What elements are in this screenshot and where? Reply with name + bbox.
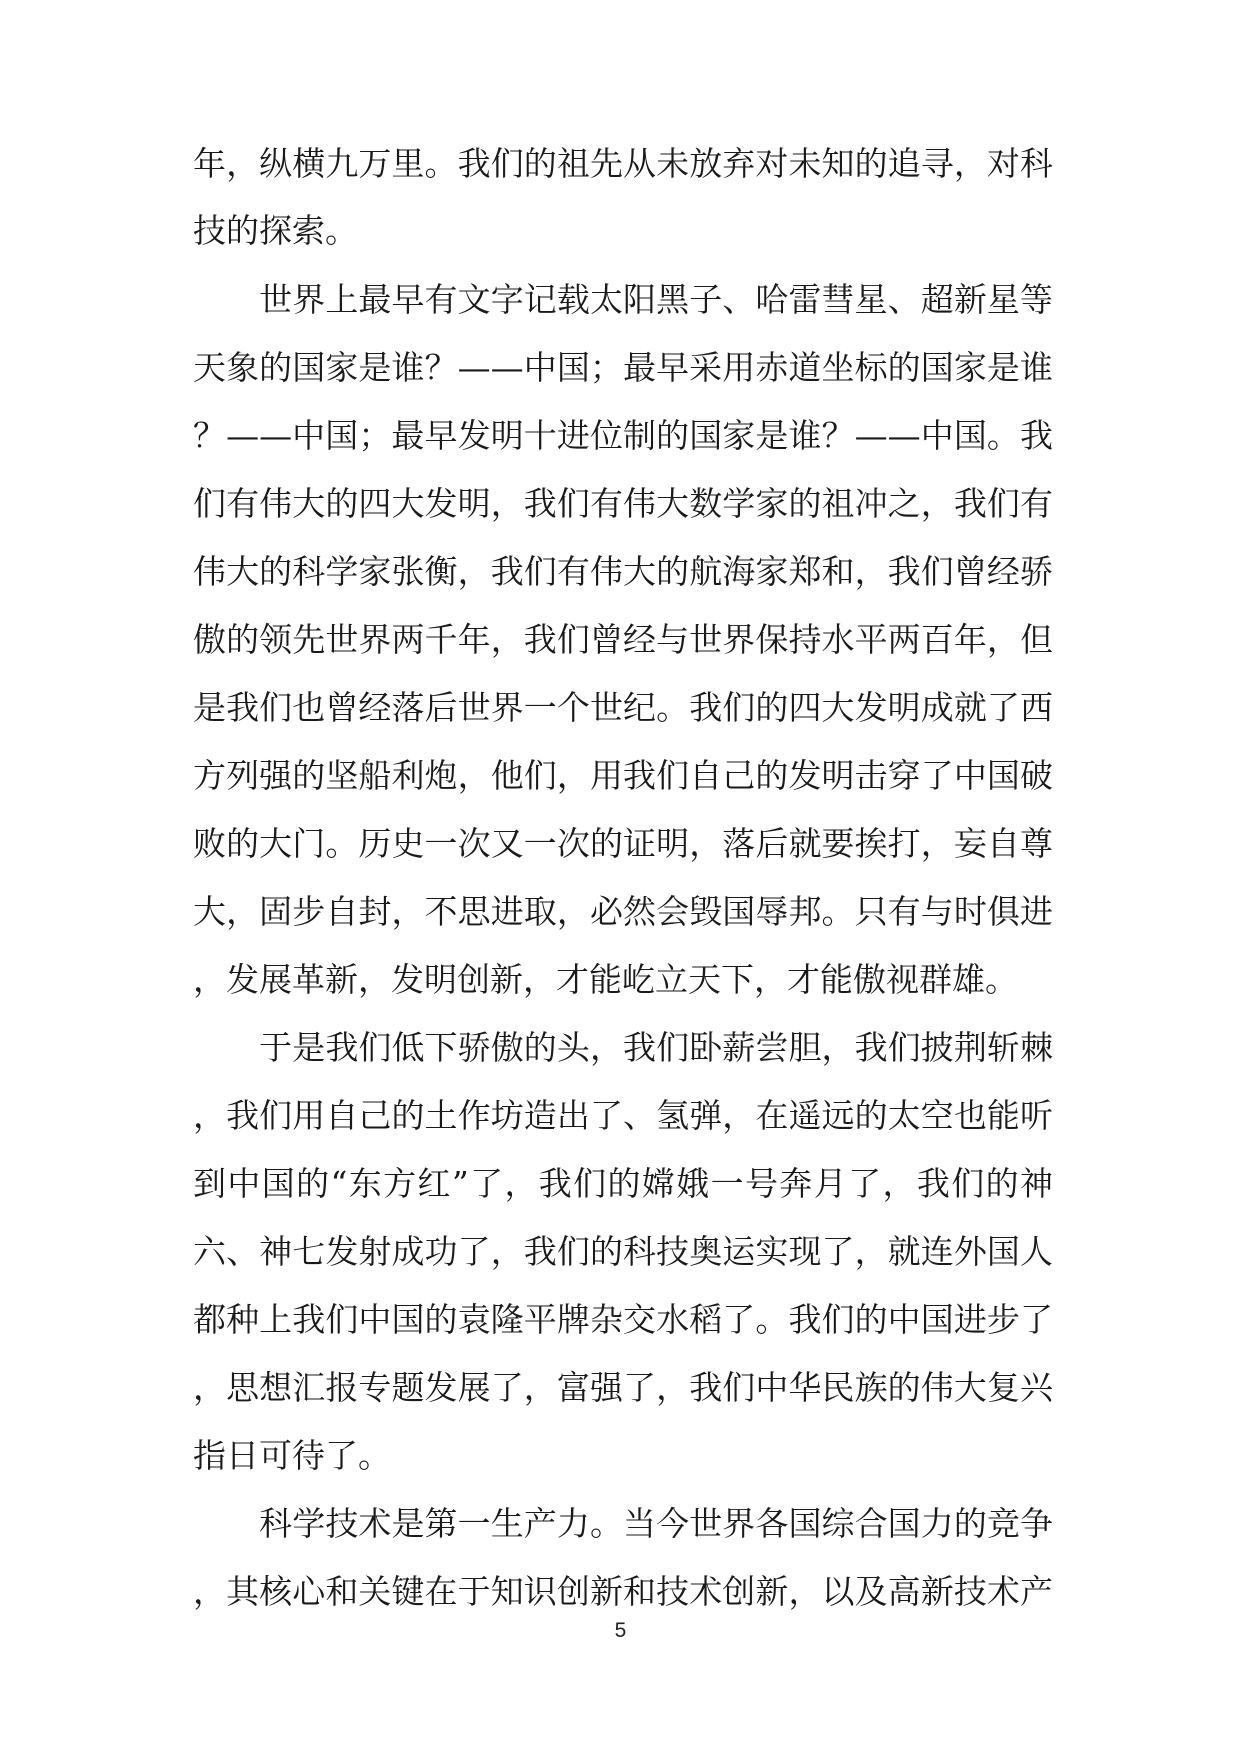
text-line: 天象的国家是谁？——中国；最早采用赤道坐标的国家是谁 [193,348,1053,387]
text-line: ，发展革新，发明创新，才能屹立天下，才能傲视群雄。 [193,960,1018,999]
text-line: 们有伟大的四大发明，我们有伟大数学家的祖冲之，我们有 [193,484,1053,523]
text-line: 六、神七发射成功了，我们的科技奥运实现了，就连外国人 [193,1232,1053,1271]
text-line: 技的探索。 [193,211,358,250]
page-number: 5 [614,1619,627,1642]
text-line: ，我们用自己的土作坊造出了、氢弹，在遥远的太空也能听 [193,1096,1053,1135]
text-line: 世界上最早有文字记载太阳黑子、哈雷彗星、超新星等 [193,280,1053,319]
text-line: 伟大的科学家张衡，我们有伟大的航海家郑和，我们曾经骄 [193,552,1053,591]
text-line: 年，纵横九万里。我们的祖先从未放弃对未知的追寻，对科 [193,144,1053,183]
text-line: 到中国的“东方红”了，我们的嫦娥一号奔月了，我们的神 [193,1164,1053,1203]
text-line: 于是我们低下骄傲的头，我们卧薪尝胆，我们披荆斩棘 [193,1028,1053,1067]
text-line: 是我们也曾经落后世界一个世纪。我们的四大发明成就了西 [193,688,1053,727]
text-line: ？——中国；最早发明十进位制的国家是谁？——中国。我 [193,416,1053,455]
text-line: 方列强的坚船利炮，他们，用我们自己的发明击穿了中国破 [193,756,1053,795]
text-line: 都种上我们中国的袁隆平牌杂交水稻了。我们的中国进步了 [193,1300,1053,1339]
text-line: 大，固步自封，不思进取，必然会毁国辱邦。只有与时俱进 [193,892,1053,931]
text-line: 败的大门。历史一次又一次的证明，落后就要挨打，妄自尊 [193,824,1053,863]
text-line: ，其核心和关键在于知识创新和技术创新，以及高新技术产 [193,1572,1053,1611]
text-line: 指日可待了。 [193,1436,391,1475]
text-line: 傲的领先世界两千年，我们曾经与世界保持水平两百年，但 [193,620,1053,659]
text-line: ，思想汇报专题发展了，富强了，我们中华民族的伟大复兴 [193,1368,1053,1407]
text-line: 科学技术是第一生产力。当今世界各国综合国力的竞争 [193,1504,1053,1543]
